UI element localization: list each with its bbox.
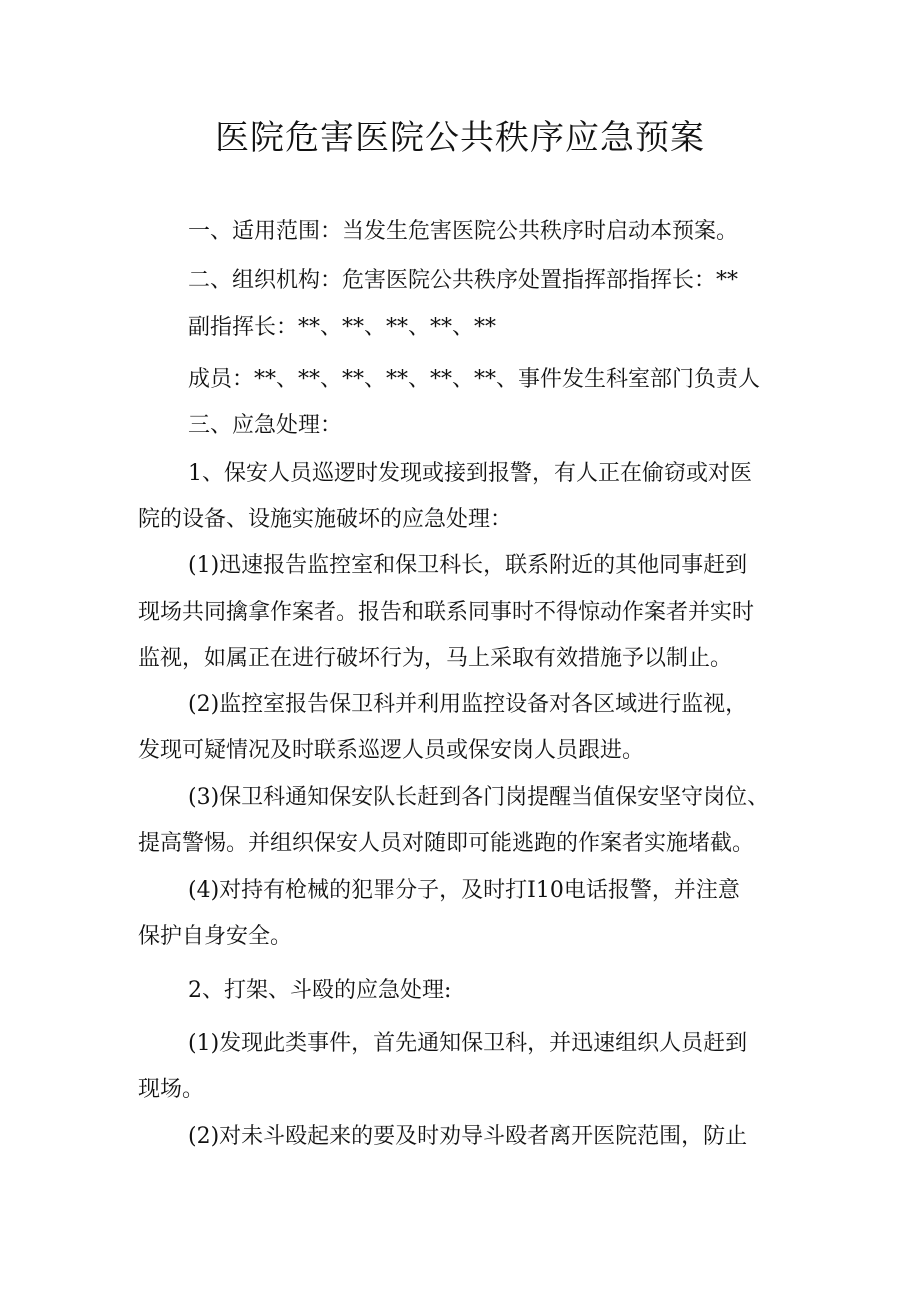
text-line: 院的设备、设施实施破坏的应急处理： [138,507,513,532]
text-line: 副指挥长：**、**、**、**、** [188,315,497,340]
text-line: 现场。 [138,1077,205,1102]
text-line: 一、适用范围：当发生危害医院公共秩序时启动本预案。 [188,219,739,244]
text-line: 提高警惕。并组织保安人员对随即可能逃跑的作案者实施堵截。 [138,831,755,856]
text-line: 二、组织机构：危害医院公共秩序处置指挥部指挥长：** [188,268,739,293]
text-line: 发现可疑情况及时联系巡逻人员或保安岗人员跟进。 [138,738,645,763]
text-line: (1)迅速报告监控室和保卫科长，联系附近的其他同事赶到 [188,553,748,578]
text-line: 成员：**、**、**、**、**、**、事件发生科室部门负责人 [188,367,761,392]
text-line: (2)对未斗殴起来的要及时劝导斗殴者离开医院范围，防止 [188,1124,748,1149]
text-line: 2、打架、斗殴的应急处理: [188,978,452,1003]
text-line: 三、应急处理： [188,413,343,438]
text-line: 保护自身安全。 [138,924,293,949]
document-title: 医院危害医院公共秩序应急预案 [215,118,705,158]
text-line: 监视，如属正在进行破坏行为，马上采取有效措施予以制止。 [138,646,733,671]
text-line: (3)保卫科通知保安队长赶到各门岗提醒当值保安坚守岗位、 [188,785,770,810]
text-line: (1)发现此类事件，首先通知保卫科，并迅速组织人员赶到 [188,1031,748,1056]
text-line: 现场共同擒拿作案者。报告和联系同事时不得惊动作案者并实时 [138,600,755,625]
text-line: (2)监控室报告保卫科并利用监控设备对各区域进行监视， [188,692,748,717]
text-line: 1、保安人员巡逻时发现或接到报警，有人正在偷窃或对医 [188,461,752,486]
text-line: (4)对持有枪械的犯罪分子，及时打I10电话报警，并注意 [188,878,740,903]
